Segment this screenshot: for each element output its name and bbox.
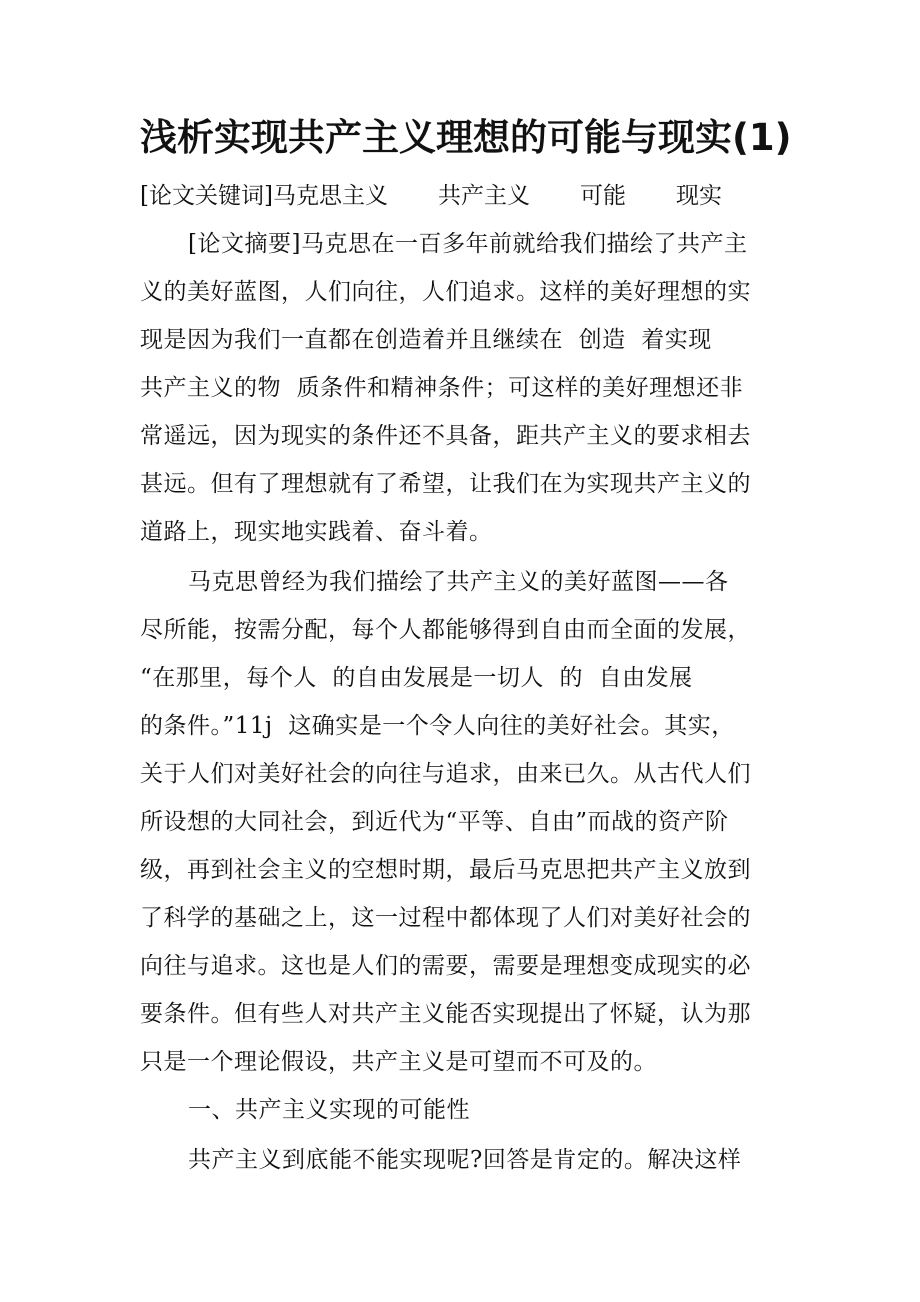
- keyword-item: 现实: [675, 183, 722, 209]
- body-line: 了科学的基础之上，这一过程中都体现了人们对美好社会的: [140, 905, 751, 931]
- body-line: 向往与追求。这也是人们的需要，需要是理想变成现实的必: [140, 953, 751, 979]
- abstract-line: 共产主义的物 质条件和精神条件；可这样的美好理想还非: [140, 375, 744, 401]
- body-line: 所设想的大同社会，到近代为“平等、自由”而战的资产阶: [140, 809, 729, 835]
- body-line: 的条件。”11j 这确实是一个令人向往的美好社会。其实，: [140, 713, 735, 739]
- keywords-row: [140, 180, 722, 212]
- body-line: “在那里，每个人 的自由发展是一切人 的 自由发展: [140, 665, 693, 691]
- abstract-line: 道路上，现实地实践着、奋斗着。: [140, 519, 493, 545]
- abstract-line: [论文摘要]马克思在一百多年前就给我们描绘了共产主: [188, 231, 748, 257]
- keywords-label: [论文关键词]马克思主义: [140, 183, 388, 209]
- keyword-item: 可能: [579, 183, 626, 209]
- keyword-item: 共产主义: [437, 183, 530, 209]
- abstract-line: 现是因为我们一直都在创造着并且继续在 创造 着实现: [140, 327, 712, 353]
- body-line: 尽所能，按需分配，每个人都能够得到自由而全面的发展，: [140, 617, 751, 643]
- body-line: 共产主义到底能不能实现呢?回答是肯定的。解决这样: [188, 1147, 742, 1173]
- abstract-line: 常遥远，因为现实的条件还不具备，距共产主义的要求相去: [140, 423, 751, 449]
- abstract-line: 甚远。但有了理想就有了希望，让我们在为实现共产主义的: [140, 471, 751, 497]
- body-line: 马克思曾经为我们描绘了共产主义的美好蓝图——各: [188, 569, 729, 595]
- section-heading: 一、共产主义实现的可能性: [188, 1097, 470, 1123]
- body-line: 只是一个理论假设，共产主义是可望而不可及的。: [140, 1049, 657, 1075]
- document-title: 浅析实现共产主义理想的可能与现实(1): [140, 116, 792, 159]
- body-line: 要条件。但有些人对共产主义能否实现提出了怀疑，认为那: [140, 1001, 751, 1027]
- body-line: 级，再到社会主义的空想时期，最后马克思把共产主义放到: [140, 857, 751, 883]
- abstract-line: 义的美好蓝图，人们向往，人们追求。这样的美好理想的实: [140, 279, 751, 305]
- body-line: 关于人们对美好社会的向往与追求，由来已久。从古代人们: [140, 761, 751, 787]
